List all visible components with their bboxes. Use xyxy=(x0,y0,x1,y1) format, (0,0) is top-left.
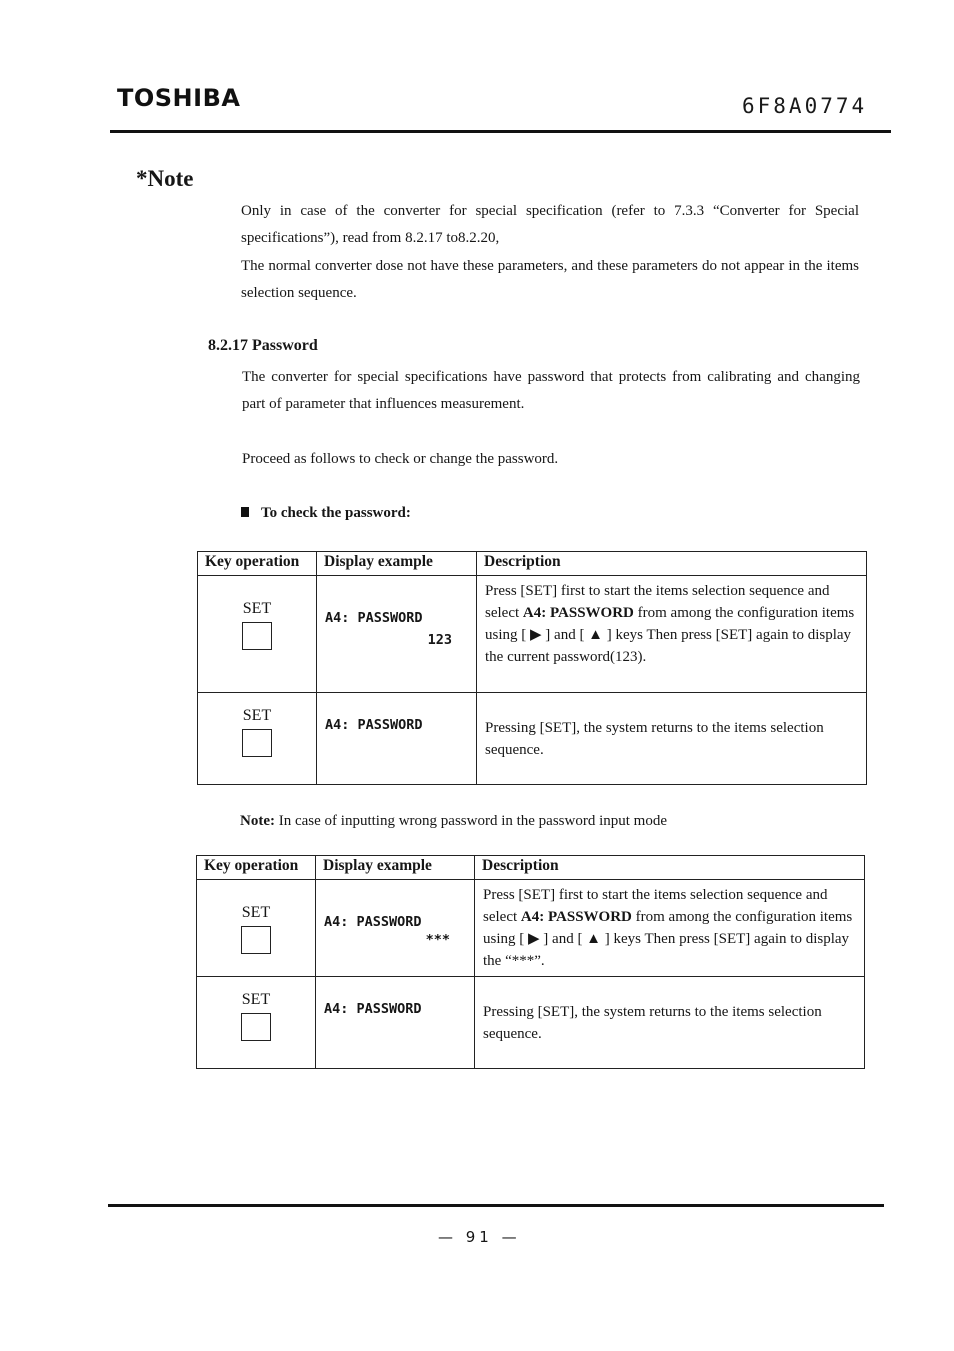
description-cell xyxy=(475,977,865,1069)
table-row xyxy=(198,576,867,693)
note-wrong-password xyxy=(240,813,667,830)
set-key-label: SET xyxy=(241,991,271,1008)
display-example-cell xyxy=(317,693,477,785)
table-row xyxy=(197,977,865,1069)
header-display-example: Display example xyxy=(317,552,477,576)
display-line: A4: PASSWORD xyxy=(325,610,423,626)
set-key-label: SET xyxy=(242,600,272,617)
header-key-operation: Key operation xyxy=(197,856,316,880)
set-key-label: SET xyxy=(241,904,271,921)
description-param: A4: PASSWORD xyxy=(522,605,634,621)
brand-logo: TOSHIBA xyxy=(117,84,241,112)
description-cell xyxy=(477,693,867,785)
section-paragraph-2: Proceed as follows to check or change the password. xyxy=(242,451,559,467)
display-line: A4: PASSWORD xyxy=(324,914,422,930)
header-description: Description xyxy=(475,856,865,880)
description-cell xyxy=(477,576,867,693)
table-row xyxy=(198,693,867,785)
description-text: Press [SET] first to start the items selection sequence and select xyxy=(483,887,828,925)
key-operation-cell xyxy=(198,693,317,785)
description-text: Pressing [SET], the system returns to the items selection sequence. xyxy=(483,1004,822,1042)
table-header-row xyxy=(197,856,865,880)
header-description: Description xyxy=(477,552,867,576)
description-text: Pressing [SET], the system returns to the items selection sequence. xyxy=(485,720,824,758)
display-line: A4: PASSWORD xyxy=(325,717,423,733)
header-display-example: Display example xyxy=(316,856,475,880)
key-operation-cell xyxy=(198,576,317,693)
header-rule xyxy=(110,130,891,133)
description-text-cont: from among the configuration items using [ ▶ ] and [ ▲ ] keys Then press [SET] again to display the “***”. xyxy=(483,909,853,969)
bullet-text: To check the password: xyxy=(261,505,411,521)
section-paragraph-1: The converter for special specifications have password that protects from calibrating and changing part of parameter that influences measurement. xyxy=(242,369,860,412)
page-number: — 91 — xyxy=(438,1228,521,1246)
bullet-check-password xyxy=(241,505,411,522)
display-example-cell xyxy=(316,977,475,1069)
set-key-icon xyxy=(242,729,272,757)
footer-rule xyxy=(108,1204,884,1207)
display-value: 123 xyxy=(427,632,452,648)
bullet-square-icon xyxy=(241,507,249,517)
display-line: A4: PASSWORD xyxy=(324,1001,422,1017)
header-key-operation: Key operation xyxy=(198,552,317,576)
set-key-icon xyxy=(242,622,272,650)
description-cell xyxy=(475,880,865,977)
set-key-icon xyxy=(241,1013,271,1041)
display-example-cell xyxy=(317,576,477,693)
description-param: A4: PASSWORD xyxy=(520,909,632,925)
display-example-cell xyxy=(316,880,475,977)
note-paragraph-1: Only in case of the converter for special specification (refer to 7.3.3 “Converter for Special specifications”), read from 8.2.17 to8.2.20, xyxy=(241,203,859,246)
wrong-password-table xyxy=(196,855,865,1069)
set-key-icon xyxy=(241,926,271,954)
note-text: In case of inputting wrong password in the password input mode xyxy=(274,813,668,829)
table-header-row xyxy=(198,552,867,576)
description-text: Press [SET] first to start the items selection sequence and select xyxy=(485,583,830,621)
key-operation-cell xyxy=(197,880,316,977)
display-value: *** xyxy=(425,932,450,948)
password-check-table xyxy=(197,551,867,785)
table-row xyxy=(197,880,865,977)
key-operation-cell xyxy=(197,977,316,1069)
document-number: 6F8A0774 xyxy=(742,94,868,118)
note-paragraph-2: The normal converter dose not have these parameters, and these parameters do not appear in the items selection sequence. xyxy=(241,258,859,301)
section-title: 8.2.17 Password xyxy=(208,337,318,354)
note-title: *Note xyxy=(136,166,194,191)
note-label: Note: xyxy=(240,813,275,829)
description-text-cont: from among the configuration items using [ ▶ ] and [ ▲ ] keys Then press [SET] again to display the current password(123). xyxy=(485,605,855,665)
set-key-label: SET xyxy=(242,707,272,724)
